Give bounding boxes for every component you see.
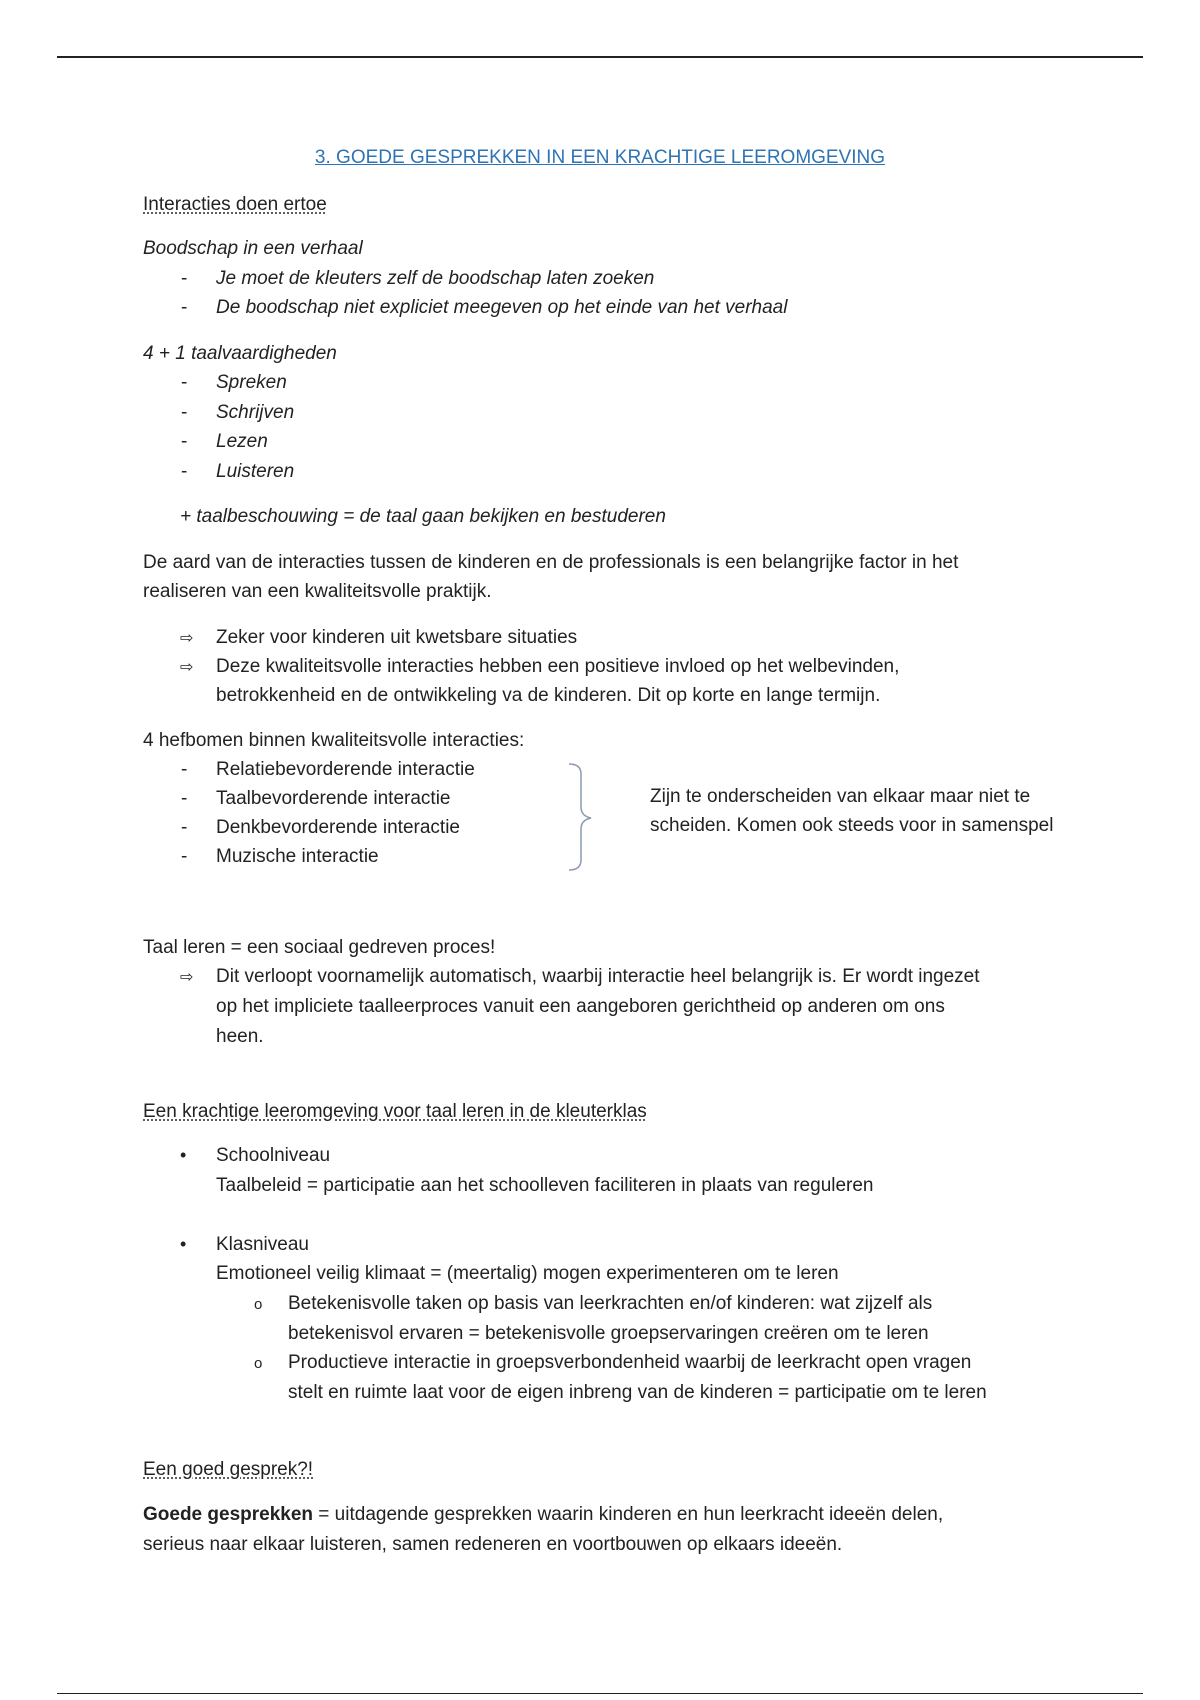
arrow-icon: ⇨	[180, 659, 194, 676]
sub-item: stelt en ruimte laat voor de eigen inbreng van de kinderen = participatie om te leren	[288, 1382, 987, 1403]
dash-marker: -	[181, 846, 188, 867]
taalbeschouwing: + taalbeschouwing = de taal gaan bekijken en bestuderen	[180, 506, 666, 527]
page-title: 3. GOEDE GESPREKKEN IN EEN KRACHTIGE LEEROMGEVING	[314, 147, 886, 168]
list-item: Denkbevorderende interactie	[216, 817, 460, 838]
school-text: Taalbeleid = participatie aan het schoolleven faciliteren in plaats van reguleren	[216, 1175, 874, 1196]
klas-text: Emotioneel veilig klimaat = (meertalig) mogen experimenteren om te leren	[216, 1263, 839, 1284]
list-item: Lezen	[216, 431, 268, 452]
top-rule	[57, 56, 1143, 58]
circle-marker: o	[254, 1296, 263, 1313]
list-item: Spreken	[216, 372, 287, 393]
list-item: Muzische interactie	[216, 846, 379, 867]
bottom-rule	[57, 1693, 1143, 1694]
arrow-item: betrokkenheid en de ontwikkeling va de kinderen. Dit op korte en lange termijn.	[216, 685, 881, 706]
hefbomen-label: 4 hefbomen binnen kwaliteitsvolle interacties:	[143, 730, 525, 751]
bold-term: Goede gesprekken	[143, 1504, 314, 1525]
bullet-marker: •	[180, 1234, 187, 1254]
arrow-icon: ⇨	[180, 969, 194, 986]
arrow-item: Dit verloopt voornamelijk automatisch, waarbij interactie heel belangrijk is. Er wordt ingezet	[216, 966, 980, 987]
list-item: Luisteren	[216, 461, 295, 482]
heading-interacties: Interacties doen ertoe	[143, 194, 327, 215]
list-item: Je moet de kleuters zelf de boodschap laten zoeken	[216, 268, 655, 289]
taal-leren: Taal leren = een sociaal gedreven proces!	[143, 937, 496, 958]
circle-marker: o	[254, 1355, 263, 1372]
dash-marker: -	[181, 372, 188, 393]
brace-note: scheiden. Komen ook steeds voor in samenspel	[650, 815, 1054, 836]
dash-marker: -	[181, 817, 188, 838]
arrow-item: op het impliciete taalleerproces vanuit een aangeboren gerichtheid op anderen om ons	[216, 996, 945, 1017]
arrow-item: Zeker voor kinderen uit kwetsbare situaties	[216, 627, 578, 648]
taal-label: 4 + 1 taalvaardigheden	[143, 343, 337, 364]
boodschap-label: Boodschap in een verhaal	[143, 238, 363, 259]
sub-item: Betekenisvolle taken op basis van leerkrachten en/of kinderen: wat zijzelf als	[288, 1293, 933, 1314]
list-item: Taalbevorderende interactie	[216, 788, 451, 809]
brace-note: Zijn te onderscheiden van elkaar maar niet te	[650, 786, 1031, 807]
paragraph-line: De aard van de interacties tussen de kinderen en de professionals is een belangrijke factor in het	[143, 552, 959, 573]
curly-brace-icon	[567, 762, 597, 872]
school-label: Schoolniveau	[216, 1145, 331, 1166]
dash-marker: -	[181, 788, 188, 809]
paragraph-line: realiseren van een kwaliteitsvolle praktijk.	[143, 581, 492, 602]
dash-marker: -	[181, 268, 188, 289]
list-item: Relatiebevorderende interactie	[216, 759, 475, 780]
bullet-marker: •	[180, 1145, 187, 1165]
arrow-item: Deze kwaliteitsvolle interacties hebben een positieve invloed op het welbevinden,	[216, 656, 900, 677]
arrow-item: heen.	[216, 1026, 264, 1047]
arrow-icon: ⇨	[180, 630, 194, 647]
dash-marker: -	[181, 461, 188, 482]
dash-marker: -	[181, 402, 188, 423]
list-item: De boodschap niet expliciet meegeven op het einde van het verhaal	[216, 297, 788, 318]
definition-text: = uitdagende gesprekken waarin kinderen en hun leerkracht ideeën delen,	[313, 1504, 944, 1525]
sub-item: betekenisvol ervaren = betekenisvolle groepservaringen creëren om te leren	[288, 1323, 929, 1344]
list-item: Schrijven	[216, 402, 295, 423]
heading-gesprek: Een goed gesprek?!	[143, 1459, 314, 1480]
sub-item: Productieve interactie in groepsverbondenheid waarbij de leerkracht open vragen	[288, 1352, 972, 1373]
dash-marker: -	[181, 759, 188, 780]
definition-line	[143, 1503, 943, 1527]
heading-leeromgeving: Een krachtige leeromgeving voor taal leren in de kleuterklas	[143, 1101, 647, 1122]
dash-marker: -	[181, 431, 188, 452]
dash-marker: -	[181, 297, 188, 318]
klas-label: Klasniveau	[216, 1234, 309, 1255]
definition-line: serieus naar elkaar luisteren, samen redeneren en voortbouwen op elkaars ideeën.	[143, 1534, 843, 1555]
